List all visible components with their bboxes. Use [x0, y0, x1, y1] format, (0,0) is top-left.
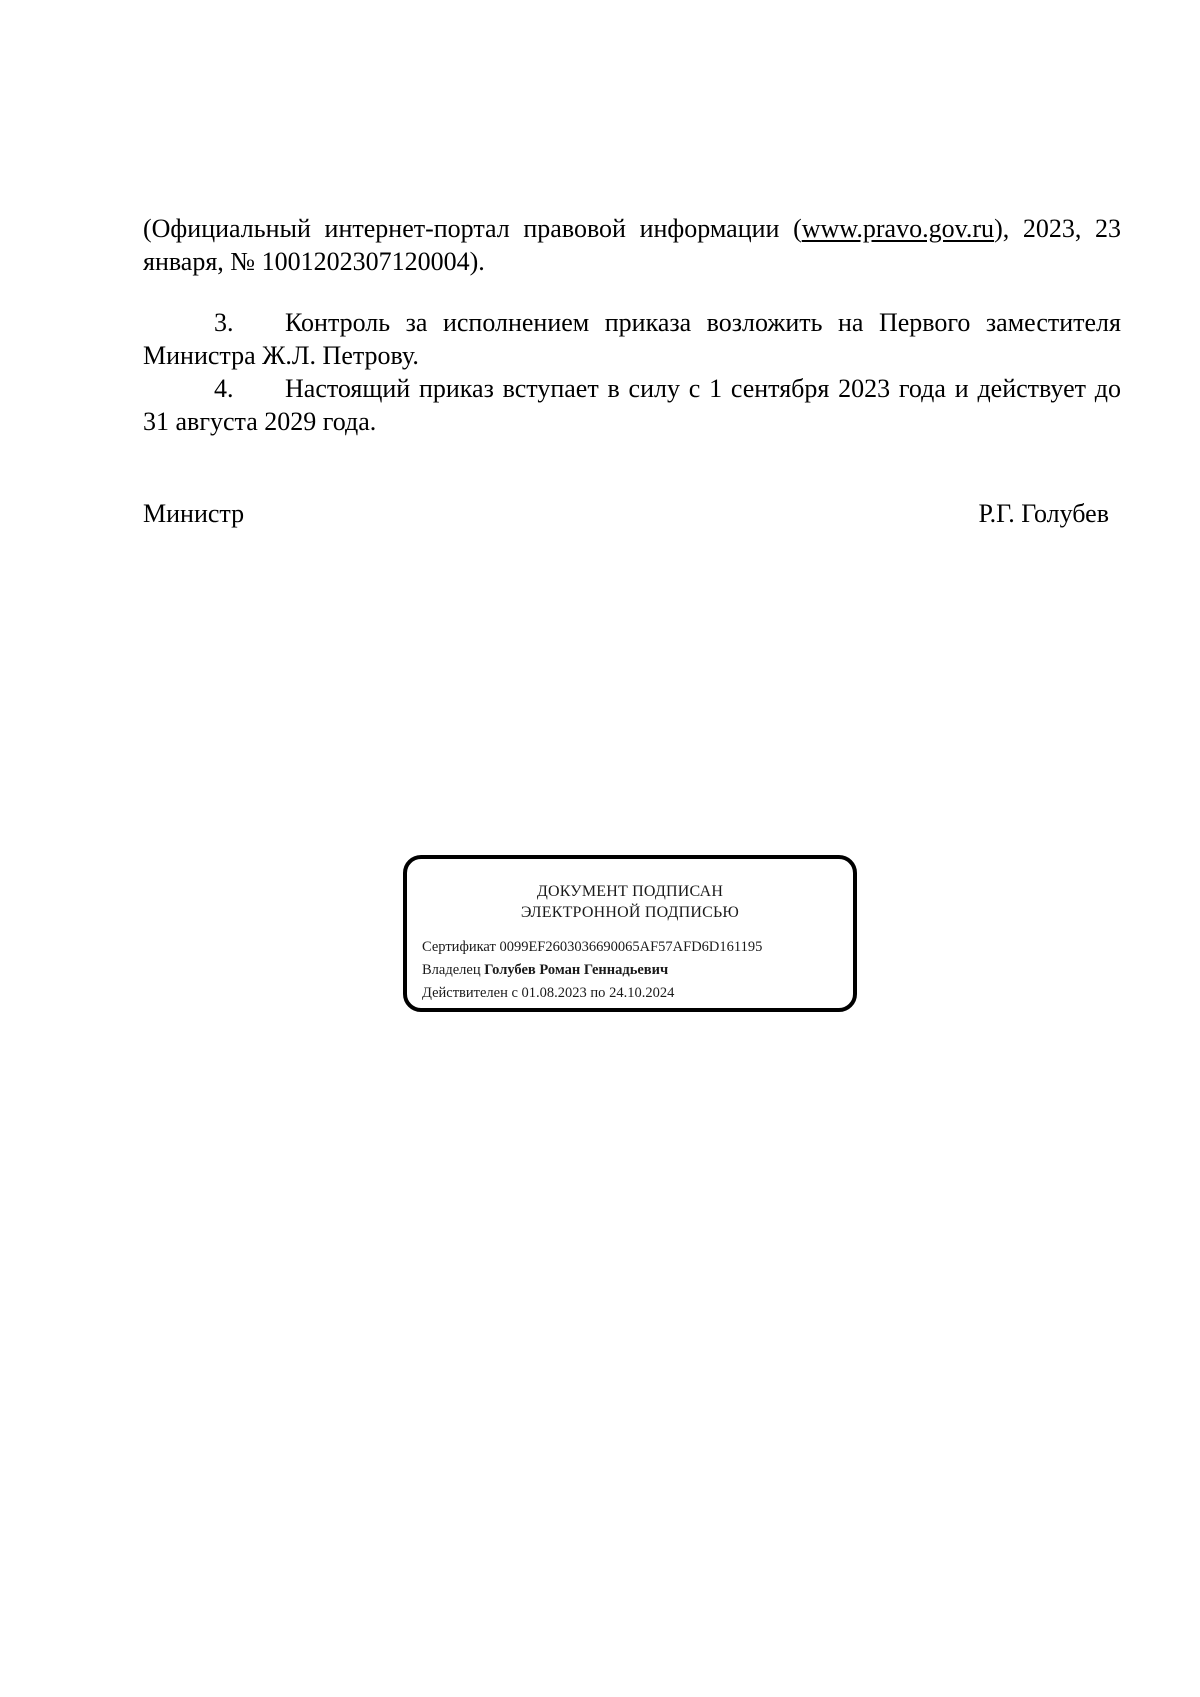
source-text-before: (Официальный интернет-портал правовой информации (	[143, 214, 802, 243]
signer-name: Р.Г. Голубев	[978, 499, 1109, 528]
item-number: 4.	[214, 374, 234, 403]
valid-label: Действителен	[422, 985, 508, 1001]
item-3	[143, 306, 1121, 372]
stamp-validity-row	[422, 982, 762, 1005]
item-4	[143, 372, 1121, 438]
certificate-label: Сертификат	[422, 939, 496, 955]
signature-row	[143, 497, 1109, 530]
valid-to-prefix: по	[590, 985, 606, 1001]
stamp-certificate-row	[422, 936, 762, 959]
electronic-signature-stamp	[403, 855, 857, 1012]
owner-value: Голубев Роман Геннадьевич	[484, 962, 669, 978]
signer-position: Министр	[143, 499, 245, 528]
stamp-title-line1: ДОКУМЕНТ ПОДПИСАН	[536, 883, 724, 900]
document-body	[143, 212, 1121, 438]
item-text: Контроль за исполнением приказа возложить на Первого заместителя Министра Ж.Л. Петрову.	[143, 308, 1121, 370]
source-text-after: ), 2023, 23 января, № 1001202307120004).	[143, 214, 1121, 276]
stamp-title	[407, 881, 853, 923]
item-number: 3.	[214, 308, 234, 337]
source-paragraph	[143, 212, 1121, 278]
valid-to: 24.10.2024	[609, 985, 675, 1001]
stamp-owner-row	[422, 959, 762, 982]
stamp-title-line2: ЭЛЕКТРОННОЙ ПОДПИСЬЮ	[520, 904, 740, 921]
valid-from-prefix: с	[511, 985, 518, 1001]
owner-label: Владелец	[422, 962, 481, 978]
stamp-details	[422, 936, 762, 1005]
pravo-link[interactable]: www.pravo.gov.ru	[801, 214, 995, 243]
certificate-value: 0099EF2603036690065AF57AFD6D161195	[499, 939, 763, 955]
item-text: Настоящий приказ вступает в силу с 1 сентября 2023 года и действует до 31 августа 2029 года.	[143, 374, 1121, 436]
valid-from: 01.08.2023	[521, 985, 587, 1001]
